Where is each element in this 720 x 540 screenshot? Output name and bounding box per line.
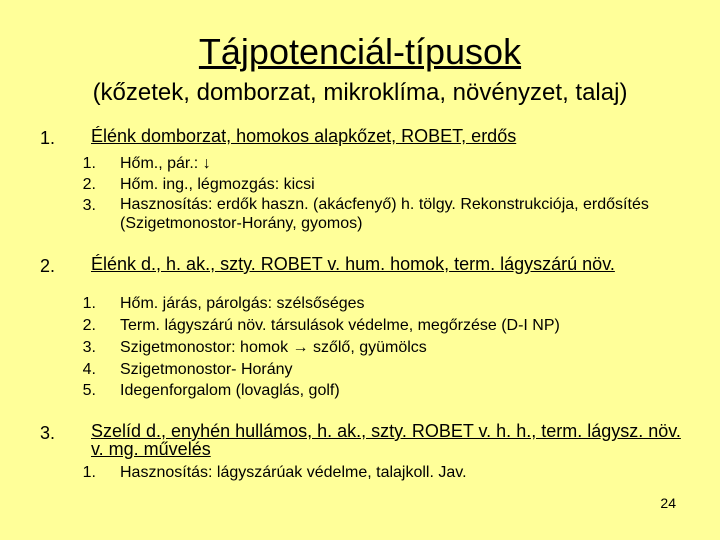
list-item-text: Hőm., pár.: ↓ — [120, 155, 211, 172]
section-heading-text: Élénk d., h. ak., szty. ROBET v. hum. homok, term. lágyszárú növ. — [91, 254, 615, 274]
list-item-number: 1. — [82, 155, 96, 172]
section-number: 1. — [40, 128, 56, 148]
section-heading-text: Szelíd d., enyhén hullámos, h. ak., szty. ROBET v. h. h., term. lágysz. növ. v. mg. művelés — [91, 421, 681, 459]
slide-subtitle: (kőzetek, domborzat, mikroklíma, növényzet, talaj) — [92, 79, 628, 106]
list-item-number: 4. — [82, 361, 96, 378]
list-item-number: 1. — [82, 295, 96, 312]
list-item-text: Szigetmonostor: homok → szőlő, gyümölcs — [120, 339, 427, 356]
list-item-text: Hasznosítás: lágyszárúak védelme, talajkoll. Jav. — [120, 464, 467, 481]
list-item-text: Hasznosítás: erdők haszn. (akácfenyő) h. tölgy. Rekonstrukciója, erdősítés (Szigetmonostor-Horány, gyomos) — [120, 196, 649, 232]
list-item-number: 2. — [82, 317, 96, 334]
list-item-number: 5. — [82, 382, 96, 399]
list-item-text: Term. lágyszárú növ. társulások védelme, megőrzése (D-I NP) — [120, 317, 560, 334]
section-heading-text: Élénk domborzat, homokos alapkőzet, ROBET, erdős — [91, 126, 517, 146]
page-number: 24 — [660, 495, 676, 511]
list-item-text: Hőm. ing., légmozgás: kicsi — [120, 176, 315, 193]
list-item-number: 1. — [82, 464, 96, 481]
list-item-text: Idegenforgalom (lovaglás, golf) — [120, 382, 340, 399]
list-item-text: Hőm. járás, párolgás: szélsőséges — [120, 295, 365, 312]
list-item-number: 2. — [82, 176, 96, 193]
list-item-number: 3. — [82, 197, 96, 214]
section-number: 3. — [40, 423, 56, 443]
list-item-number: 3. — [82, 339, 96, 356]
section-number: 2. — [40, 256, 56, 276]
slide-title: Tájpotenciál-típusok — [198, 31, 522, 72]
list-item-text: Szigetmonostor- Horány — [120, 361, 293, 378]
